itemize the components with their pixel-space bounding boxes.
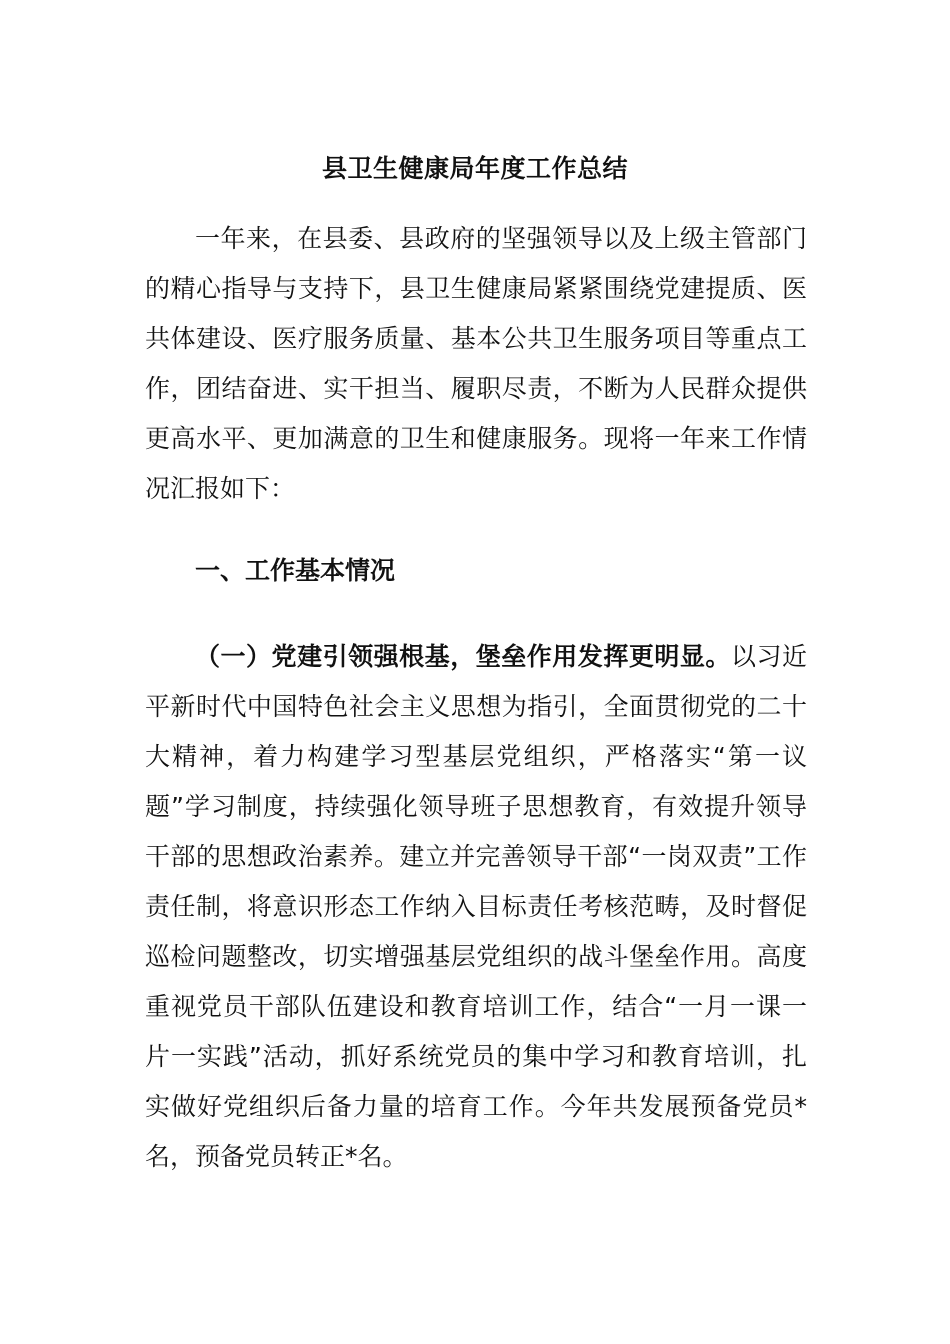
paragraph-lead: （一）党建引领强根基，堡垒作用发挥更明显。 [195, 642, 731, 671]
document-title: 县卫生健康局年度工作总结 [321, 153, 628, 183]
section-heading: 一、工作基本情况 [195, 556, 396, 585]
paragraph-body: 以习近平新时代中国特色社会主义思想为指引，全面贯彻党的二十大精神，着力构建学习型基层党组织，严格落实“第一议题”学习制度，持续强化领导班子思想教育，有效提升领导干部的思想政治素养。建立并完善领导干部“一岗双责”工作责任制，将意识形态工作纳入目标责任考核范畴，及时督促巡检问题整改，切实增强基层党组织的战斗堡垒作用。高度重视党员干部队伍建设和教育培训工作，结合“一月一课一片一实践”活动，抓好系统党员的集中学习和教育培训，扎实做好党组织后备力量的培育工作。今年共发展预备党员*名，预备党员转正*名。 [145, 642, 807, 1171]
section-paragraph [145, 632, 807, 1182]
intro-paragraph: 一年来，在县委、县政府的坚强领导以及上级主管部门的精心指导与支持下，县卫生健康局紧紧围绕党建提质、医共体建设、医疗服务质量、基本公共卫生服务项目等重点工作，团结奋进、实干担当、履职尽责，不断为人民群众提供更高水平、更加满意的卫生和健康服务。现将一年来工作情况汇报如下： [145, 224, 807, 503]
